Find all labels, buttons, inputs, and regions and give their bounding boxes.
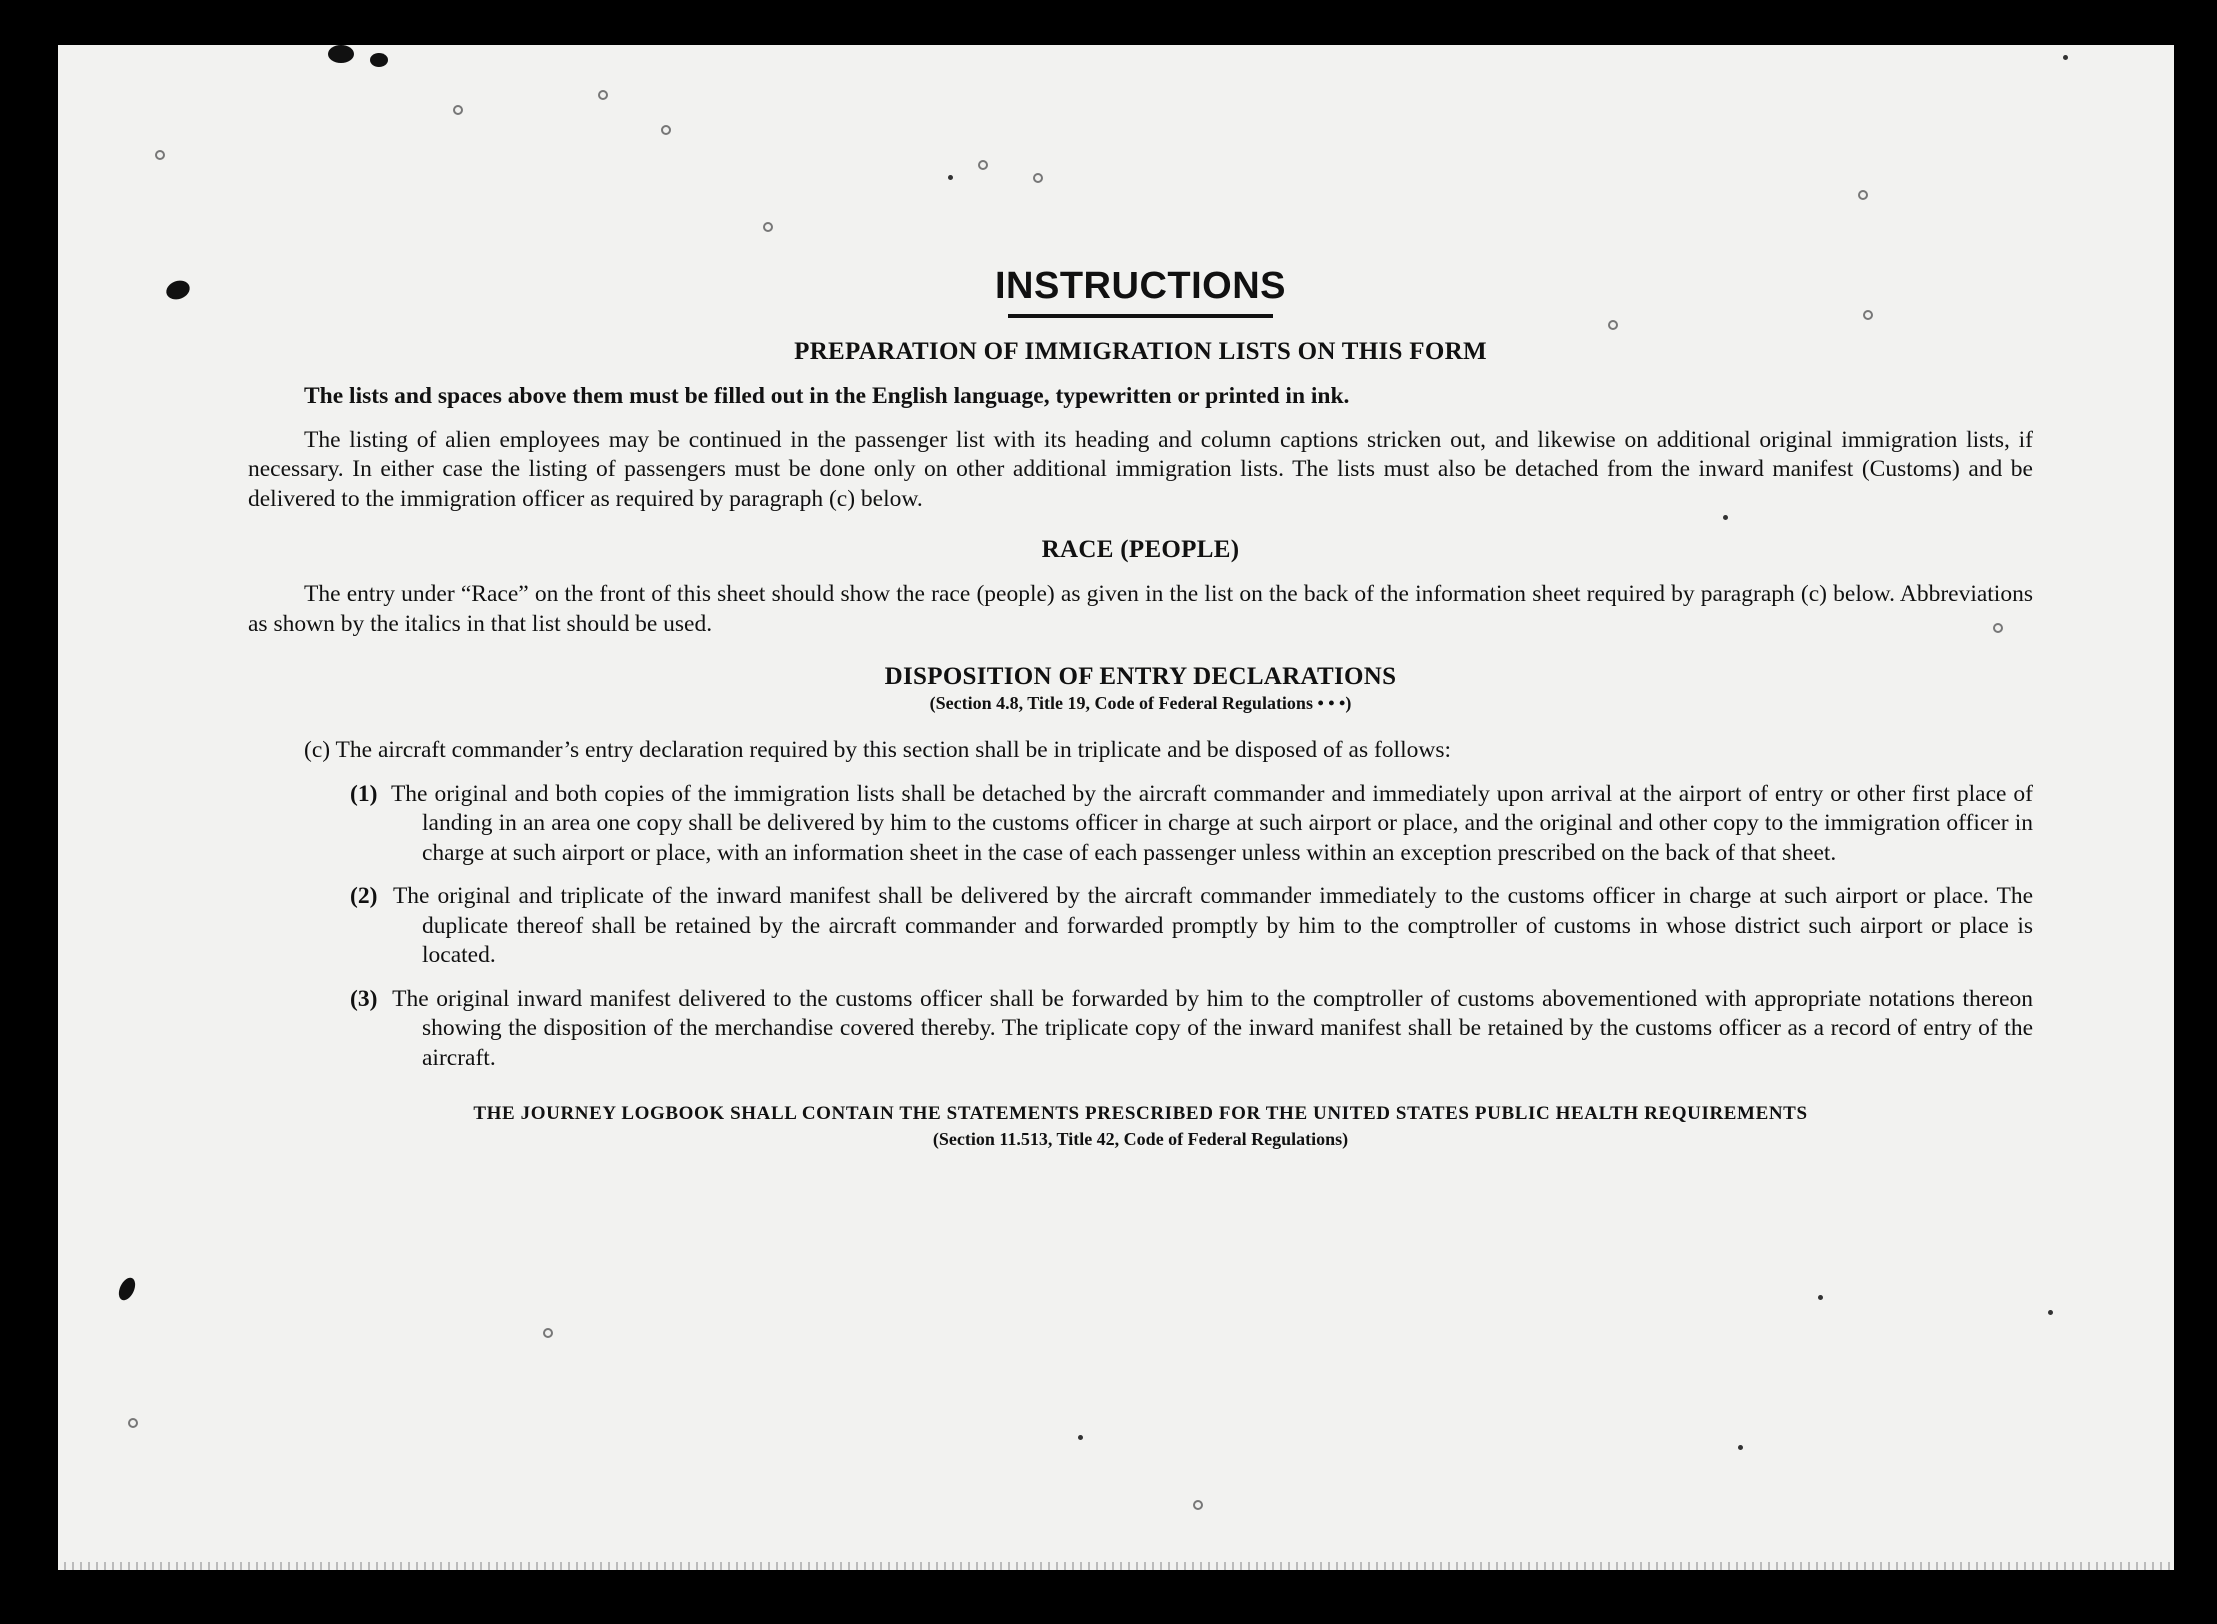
dust-speck xyxy=(453,105,463,115)
dust-dot xyxy=(1078,1435,1083,1440)
dust-speck xyxy=(128,1418,138,1428)
instructions-content xyxy=(248,265,2033,1150)
list-item xyxy=(248,882,2033,971)
list-item-number: (2) xyxy=(350,883,378,909)
paragraph-english-language: The lists and spaces above them must be filled out in the English language, typewritten or printed in ink. xyxy=(304,383,1350,409)
perforated-edge xyxy=(58,1562,2174,1570)
dust-speck xyxy=(1193,1500,1203,1510)
section-heading-preparation: PREPARATION OF IMMIGRATION LISTS ON THIS FORM xyxy=(794,338,1487,365)
list-item-text: The original and triplicate of the inward manifest shall be delivered by the aircraft commander immediately to the customs officer in charge at such airport or place. The duplicate thereof shall be retained by the aircraft commander and forwarded promptly by him to the comptroller of customs in whose district such airport or place is located. xyxy=(392,883,2033,968)
paragraph-race-entry: The entry under “Race” on the front of this sheet should show the race (people) as given in the list on the back of the information sheet required by paragraph (c) below. Abbreviations as shown by the italics in that list should be used. xyxy=(248,581,2033,637)
dust-dot xyxy=(1738,1445,1743,1450)
dust-dot xyxy=(1818,1295,1823,1300)
list-item-number: (3) xyxy=(350,985,378,1012)
ink-blot xyxy=(116,1275,139,1303)
page-title: INSTRUCTIONS xyxy=(995,265,1286,307)
ink-blot xyxy=(370,53,388,67)
section-heading-disposition: DISPOSITION OF ENTRY DECLARATIONS xyxy=(884,663,1397,690)
dust-speck xyxy=(155,150,165,160)
dust-speck xyxy=(763,222,773,232)
dust-speck xyxy=(598,90,608,100)
document-page xyxy=(58,45,2174,1570)
regulation-citation: (Section 4.8, Title 19, Code of Federal Regulations • • •) xyxy=(929,693,1352,713)
paragraph-alien-employees: The listing of alien employees may be continued in the passenger list with its heading and column captions stricken out, and likewise on additional original immigration lists, if necessary. In either case the listing of passengers must be done only on other additional immigration lists. The lists must also be detached from the inward manifest (Customs) and be delivered to the immigration officer as required by paragraph (c) below. xyxy=(248,426,2033,512)
dust-speck xyxy=(1858,190,1868,200)
ink-blot xyxy=(328,45,354,63)
dust-dot xyxy=(2063,55,2068,60)
dust-speck xyxy=(978,160,988,170)
dust-speck xyxy=(543,1328,553,1338)
list-item-text: The original inward manifest delivered to the customs officer shall be forwarded by him to the comptroller of customs abovementioned with appropriate notations thereon showing the disposition of the merchandise covered thereby. The triplicate copy of the inward manifest shall be retained by the customs officer as a record of entry of the aircraft. xyxy=(392,985,2033,1071)
paragraph-c-lead: (c) The aircraft commander’s entry declaration required by this section shall be in triplicate and be disposed of as follows: xyxy=(304,737,1451,763)
list-item-text: The original and both copies of the immigration lists shall be detached by the aircraft commander and immediately upon arrival at the airport of entry or other first place of landing in an area one copy shall be delivered by him to the customs officer in charge at such airport or place, and the original and other copy to the immigration officer in charge at such airport or place, with an information sheet in the case of each passenger unless within an exception prescribed on the back of that sheet. xyxy=(390,780,2033,866)
title-underline xyxy=(1008,314,1273,318)
dust-speck xyxy=(1033,173,1043,183)
dust-dot xyxy=(2048,1310,2053,1315)
list-item xyxy=(248,780,2033,869)
dust-dot xyxy=(948,175,953,180)
ink-blot xyxy=(164,277,193,302)
list-item-number: (1) xyxy=(350,780,378,807)
dust-speck xyxy=(661,125,671,135)
footer-health-requirements: THE JOURNEY LOGBOOK SHALL CONTAIN THE STATEMENTS PRESCRIBED FOR THE UNITED STATES PUBLIC HEALTH REQUIREMENTS xyxy=(473,1103,1808,1124)
list-item xyxy=(248,985,2033,1074)
section-heading-race: RACE (PEOPLE) xyxy=(1041,536,1240,563)
footer-citation: (Section 11.513, Title 42, Code of Federal Regulations) xyxy=(932,1129,1349,1149)
